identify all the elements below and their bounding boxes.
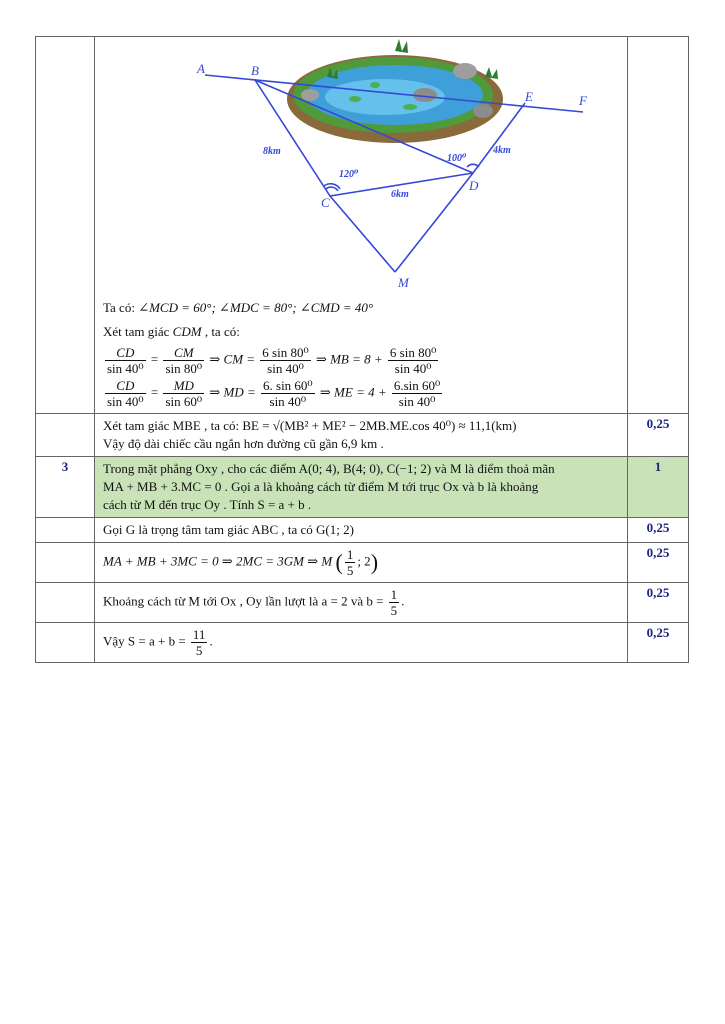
angle-label-d: 100⁰ — [447, 153, 467, 164]
table-row: MA + MB + 3MC = 0 ⇒ 2MC = 3GM ⇒ M ( $\frac{1}{5}$ ; 2) 0,25 — [36, 543, 689, 583]
label-c: C — [321, 195, 330, 210]
score: 1 — [654, 459, 662, 474]
geometry-figure — [95, 37, 629, 289]
angles-equation: ∠MCD = 60°; ∠MDC = 80°; ∠CMD = 40° — [138, 300, 374, 315]
step-2-text: MA + MB + 3MC = 0 ⇒ 2MC = 3GM ⇒ M — [103, 553, 333, 569]
score: 0,25 — [646, 545, 670, 560]
triangle-name: CDM — [172, 324, 202, 339]
statement-line-1: Trong mặt phẳng Oxy , cho các điểm A(0; 4), B(4; 0), C(−1; 2) và M là điểm thoả mãn — [103, 461, 555, 476]
table-row — [36, 414, 689, 457]
edge-label-cd: 6km — [391, 189, 409, 200]
step-1: Gọi G là trọng tâm tam giác ABC , ta có G(1; 2) — [103, 522, 354, 537]
label-f: F — [579, 93, 587, 108]
conclusion-text: Vậy độ dài chiếc cầu ngắn hơn đường cũ gần 6,9 km . — [103, 436, 384, 451]
score: 0,25 — [646, 625, 670, 640]
label-m: M — [398, 275, 409, 289]
table-row: Khoảng cách từ M tới Ox , Oy lần lượt là a = 2 và b = $\frac{1}{5}$ . 0,25 — [36, 583, 689, 623]
problem-number-cell — [36, 37, 95, 414]
label-e: E — [525, 89, 533, 104]
angle-label-c: 120⁰ — [339, 169, 359, 180]
table-row — [36, 37, 689, 414]
score: 0,25 — [646, 520, 670, 535]
statement-line-2: MA + MB + 3.MC = 0 . Gọi a là khoảng cách từ điểm M tới trục Ox và b là khoảng — [103, 479, 539, 494]
label-b: B — [251, 63, 259, 78]
equation-1: $\frac{CD}{\text{sin 40⁰}}$ = $\frac{CM}{\text{sin 80⁰}}$ ⇒ CM = $\frac{\text{6 sin 80⁰}}{\text{sin 40⁰}}$ ⇒ MB = 8 + $\frac{\text{6 sin 80⁰}}{\text{sin 40⁰}}$ — [107, 345, 437, 376]
label-a: A — [197, 61, 205, 76]
content-cell — [95, 37, 628, 414]
edge-label-bc: 8km — [263, 146, 281, 157]
pond-illustration — [287, 39, 503, 143]
mbe-equation: Xét tam giác MBE , ta có: BE = √(MB² + ME² − 2MB.ME.cos 40⁰) ≈ 11,1(km) — [103, 418, 517, 433]
calculation-block — [95, 293, 627, 413]
xet-tail: , ta có: — [204, 324, 240, 339]
score: 0,25 — [646, 416, 670, 431]
table-row: Vậy S = a + b = $\frac{11}{5}$ . 0,25 — [36, 623, 689, 663]
step-4-text: Vậy S = a + b = — [103, 633, 186, 649]
edge-label-de: 4km — [493, 145, 511, 156]
xet-label: Xét tam giác — [103, 324, 170, 339]
table-row — [36, 518, 689, 543]
step-3-text: Khoảng cách từ M tới Ox , Oy lần lượt là a = 2 và b = — [103, 593, 384, 609]
score: 0,25 — [646, 585, 670, 600]
label-d: D — [469, 178, 479, 193]
problem-number: 3 — [61, 459, 69, 474]
statement-line-3: cách từ M đến trục Oy . Tính S = a + b . — [103, 497, 312, 512]
ta-co-label: Ta có: — [103, 300, 135, 315]
equation-2: $\frac{CD}{\text{sin 40⁰}}$ = $\frac{MD}{\text{sin 60⁰}}$ ⇒ MD = $\frac{\text{6. sin 60⁰}}{\text{sin 40⁰}}$ ⇒ ME = 4 + $\frac{\text{6.sin 60⁰}}{\text{sin 40⁰}}$ — [107, 378, 441, 409]
solution-table — [35, 36, 689, 663]
table-row — [36, 457, 689, 518]
score-cell-empty — [628, 37, 689, 414]
